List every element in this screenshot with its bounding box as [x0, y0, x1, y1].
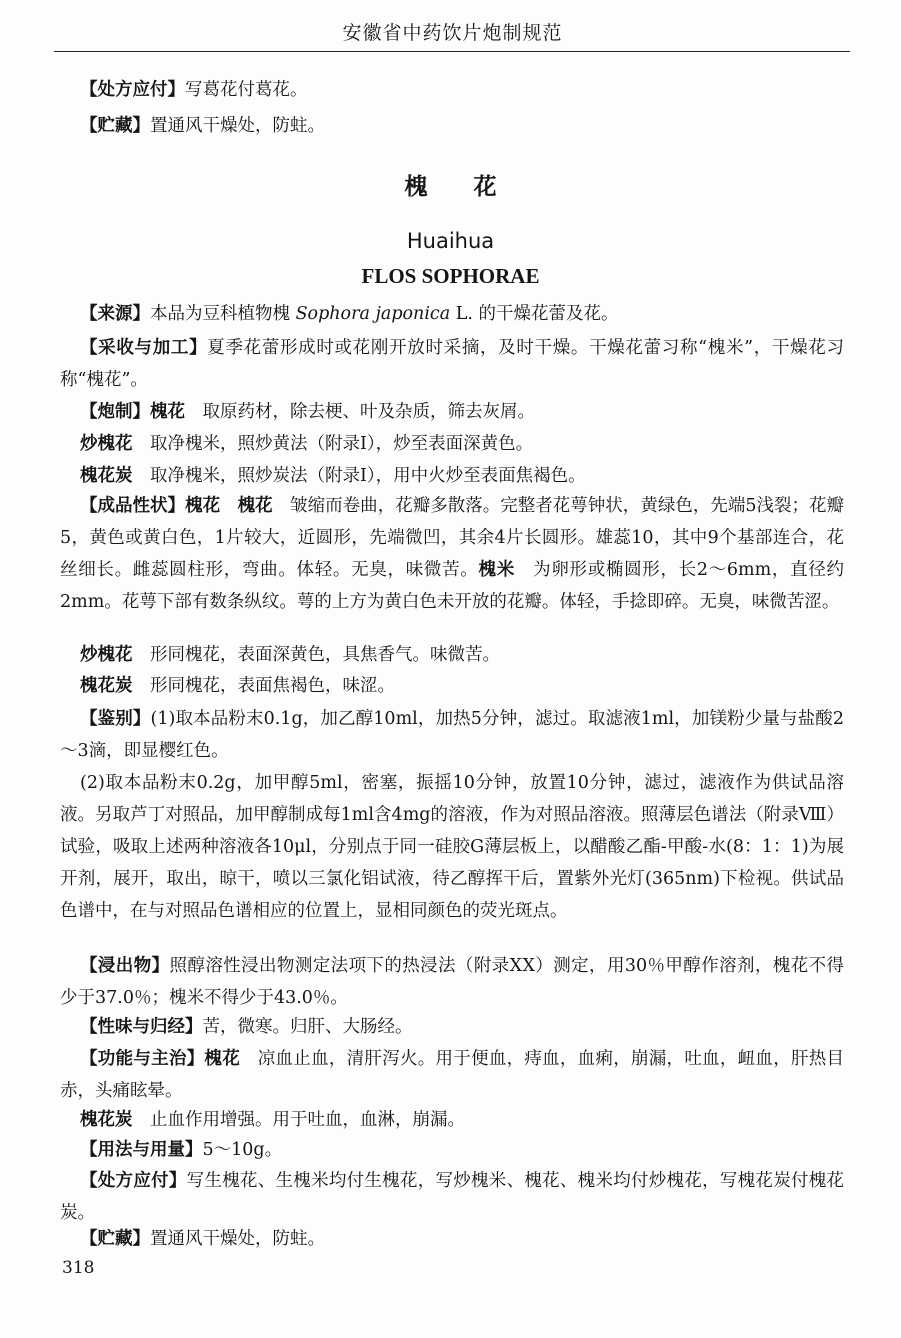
header-divider [54, 51, 850, 52]
harvest-section: 【采收与加工】夏季花蕾形成时或花刚开放时采摘，及时干燥。干燥花蕾习称“槐米”，干燥花习称“槐花”。 [60, 338, 845, 390]
function-section: 【功能与主治】槐花 凉血止血，清肝泻火。用于便血，痔血，血痢，崩漏，吐血，衄血，肝热目赤，头痛眩晕。 [60, 1049, 845, 1101]
monograph-latin-name: FLOS SOPHORAE [361, 264, 540, 288]
prev-storage: 【贮藏】置通风干燥处，防蛀。 [80, 116, 325, 136]
source-section: 【来源】本品为豆科植物槐 Sophora japonica L. 的干燥花蕾及花。 [80, 304, 619, 324]
identification-paragraph: (2)取本品粉末0.2g，加甲醇5ml，密塞，振摇10分钟，放置10分钟，滤过，滤液作为供试品溶液。另取芦丁对照品，加甲醇制成每1ml含4mg的溶液，作为对照品溶液。照薄层色谱法（附录Ⅷ）试验，吸取上述两种溶液各10μl，分别点于同一硅胶G薄层板上，以醋酸乙酯-甲酸-水(8：1：1)为展开剂，展开，取出，晾干，喷以三氯化铝试液，待乙醇挥干后，置紫外光灯(365nm)下检视。供试品色谱中，在与对照品色谱相应的位置上，显相同颜色的荧光斑点。 [60, 773, 844, 921]
nature-section: 【性味与归经】苦，微寒。归肝、大肠经。 [80, 1017, 413, 1037]
function-item: 槐花炭 止血作用增强。用于吐血，血淋，崩漏。 [80, 1110, 465, 1130]
monograph-title: 槐 花 [404, 174, 497, 200]
dosage-section: 【用法与用量】5～10g。 [80, 1140, 283, 1160]
processing-section: 【炮制】槐花 取原药材，除去梗、叶及杂质，筛去灰屑。 [80, 402, 535, 422]
prev-prescription: 【处方应付】写葛花付葛花。 [80, 80, 308, 100]
extract-section: 【浸出物】照醇溶性浸出物测定法项下的热浸法（附录ⅩⅩ）测定，用30％甲醇作溶剂，槐花不得少于37.0％；槐米不得少于43.0％。 [60, 956, 845, 1008]
processing-item: 槐花炭 取净槐米，照炒炭法（附录Ⅰ），用中火炒至表面焦褐色。 [80, 466, 586, 486]
prescription-section: 【处方应付】写生槐花、生槐米均付生槐花，写炒槐米、槐花、槐米均付炒槐花，写槐花炭付槐花炭。 [60, 1171, 845, 1223]
characters-item: 炒槐花 形同槐花，表面深黄色，具焦香气。味微苦。 [80, 645, 500, 665]
storage-section: 【贮藏】置通风干燥处，防蛀。 [80, 1229, 325, 1249]
characters-item: 槐花炭 形同槐花，表面焦褐色，味涩。 [80, 676, 395, 696]
book-title: 安徽省中药饮片炮制规范 [342, 22, 563, 44]
characters-section: 【成品性状】槐花 槐花 皱缩而卷曲，花瓣多散落。完整者花萼钟状，黄绿色，先端5浅裂；花瓣5，黄色或黄白色，1片较大，近圆形，先端微凹，其余4片长圆形。雄蕊10，其中9个基部连合，花丝细长。雌蕊圆柱形，弯曲。体轻。无臭，味微苦。槐米 为卵形或椭圆形，长2～6mm，直径约2mm。花萼下部有数条纵纹。萼的上方为黄白色未开放的花瓣。体轻，手捻即碎。无臭，味微苦涩。 [60, 496, 845, 612]
monograph-pinyin: Huaihua [406, 229, 495, 253]
page-number: 318 [62, 1258, 95, 1278]
identification-section: 【鉴别】(1)取本品粉末0.1g，加乙醇10ml，加热5分钟，滤过。取滤液1ml，加镁粉少量与盐酸2～3滴，即显樱红色。 [60, 709, 845, 761]
processing-item: 炒槐花 取净槐米，照炒黄法（附录Ⅰ），炒至表面深黄色。 [80, 434, 534, 454]
